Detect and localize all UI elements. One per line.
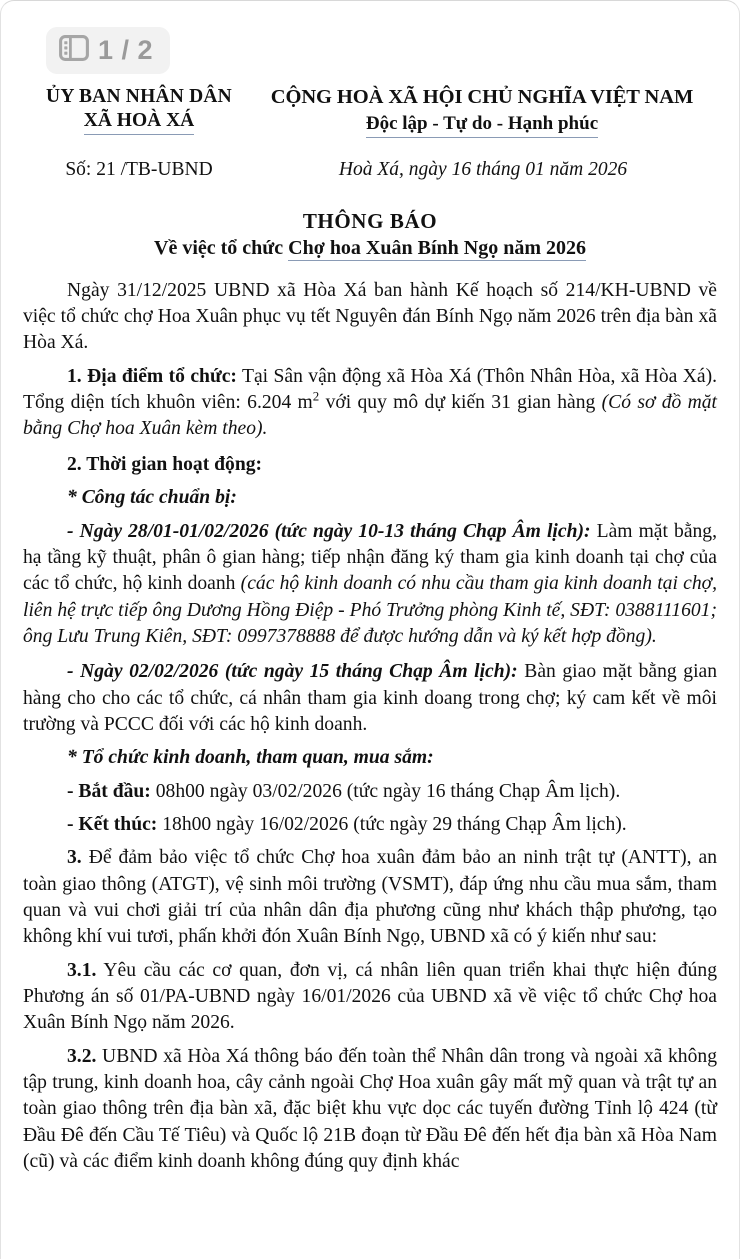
page-title: THÔNG BÁO — [302, 208, 438, 233]
prep-date-2-text: Bàn giao mặt bằng gian hàng cho cho các tổ chức, cá nhân tham gia kinh doang trong chợ; ký cam kết về môi trường và PCCC đối với các hộ kinh doanh. — [23, 661, 718, 735]
paragraph-intro — [23, 278, 717, 357]
paragraph-business-heading — [23, 745, 717, 771]
end-time-value: 18h00 ngày 16/02/2026 (tức ngày 29 tháng Chạp Âm lịch). — [157, 813, 627, 835]
section-1-text-a: Tại Sân vận động xã Hòa Xá (Thôn Nhân Hòa, xã Hòa Xá). Tổng diện tích khuôn viên: 6.204 m — [23, 365, 717, 414]
section-1-text-b: với quy mô dự kiến 31 gian hàng — [319, 392, 602, 414]
paragraph-end-time — [23, 812, 717, 838]
authority-line-1: ỦY BAN NHÂN DÂN — [46, 86, 232, 107]
end-time-label: - Kết thúc: — [67, 813, 158, 835]
paragraph-start-time — [23, 779, 717, 805]
start-time-label: - Bắt đầu: — [67, 780, 151, 802]
prep-date-2-label: - Ngày 02/02/2026 (tức ngày 15 tháng Chạp Âm lịch): — [67, 661, 518, 683]
document-number: Số: 21 /TB-UBND — [65, 158, 213, 180]
paragraph-section-3-1 — [23, 958, 717, 1037]
page-subtitle — [23, 237, 717, 260]
subtitle-prefix: Về việc tổ chức — [154, 236, 289, 259]
paragraph-prep-date-2 — [23, 659, 717, 738]
document-reference-row — [23, 159, 717, 181]
title-block — [23, 209, 717, 260]
document-body — [23, 278, 717, 1176]
section-1-heading: 1. Địa điểm tổ chức: — [67, 365, 237, 387]
section-3-number: 3. — [67, 847, 82, 869]
intro-text: Ngày 31/12/2025 UBND xã Hòa Xá ban hành Kế hoạch số 214/KH-UBND về việc tổ chức chợ Hoa Xuân phục vụ tết Nguyên đán Bính Ngọ năm 2026 trên địa bàn xã Hòa Xá. — [23, 279, 717, 354]
paragraph-prep-date-1 — [23, 519, 717, 651]
prep-date-1-label: - Ngày 28/01-01/02/2026 (tức ngày 10-13 tháng Chạp Âm lịch): — [67, 520, 591, 542]
section-3-text: Để đảm bảo việc tổ chức Chợ hoa xuân đảm bảo an ninh trật tự (ANTT), an toàn giao thông (ATGT), vệ sinh môi trường (VSMT), đáp ứng nhu cầu mua sắm, tham quan và vui chơi giải trí của nhân dân địa phương cũng như khách thập phương, tạo không khí vui tươi, phấn khởi đón Xuân Bính Ngọ, UBND xã có ý kiến như sau: — [23, 847, 717, 948]
panel-layout-icon — [59, 35, 89, 66]
prep-date-1-note: (các hộ kinh doanh có nhu cầu tham gia kinh doanh tại chợ, liên hệ trực tiếp ông Dương Hồng Điệp - Phó Trưởng phòng Kinh tế, SĐT: 0388111601; ông Lưu Trung Kiên, SĐT: 0997378888 để được hướng dẫn và ký kết hợp đồng). — [23, 573, 717, 647]
national-motto: Độc lập - Tự do - Hạnh phúc — [366, 112, 598, 138]
authority-line-2: XÃ HOÀ XÁ — [84, 109, 195, 135]
section-3-2-text: UBND xã Hòa Xá thông báo đến toàn thể Nhân dân trong và ngoài xã không tập trung, kinh doanh hoa, cây cảnh ngoài Chợ Hoa xuân gây mất mỹ quan và trật tự an toàn giao thông trên địa bàn xã, đặc biệt khu vực dọc các tuyến đường Tỉnh lộ 424 (từ Đầu Đê đến Cầu Tế Tiêu) và Quốc lộ 21B đoạn từ Đầu Đê đến hết địa bàn xã Hòa Nam (cũ) và các điểm kinh doanh không đúng quy định khác — [23, 1045, 717, 1173]
section-2-heading: 2. Thời gian hoạt động: — [67, 453, 263, 475]
page-indicator-label: 1 / 2 — [98, 35, 154, 65]
business-heading: * Tổ chức kinh doanh, tham quan, mua sắm: — [67, 747, 434, 769]
place-and-date: Hoà Xá, ngày 16 tháng 01 năm 2026 — [338, 158, 628, 180]
section-3-1-number: 3.1. — [67, 959, 97, 981]
start-time-value: 08h00 ngày 03/02/2026 (tức ngày 16 tháng Chạp Âm lịch). — [150, 780, 621, 802]
paragraph-section-2-heading — [23, 452, 717, 478]
page-indicator-badge[interactable] — [46, 27, 170, 74]
national-heading-block — [255, 85, 717, 138]
paragraph-prep-heading — [23, 485, 717, 511]
paragraph-section-3-2 — [23, 1044, 717, 1176]
section-1-note: (Có sơ đồ mặt bằng Chợ hoa Xuân kèm theo). — [23, 392, 717, 440]
section-1-superscript: 2 — [312, 388, 320, 404]
paragraph-section-3 — [23, 845, 717, 950]
prep-heading: * Công tác chuẩn bị: — [67, 487, 237, 509]
section-3-2-number: 3.2. — [67, 1045, 97, 1067]
subtitle-underlined: Chợ hoa Xuân Bính Ngọ năm 2026 — [288, 236, 586, 259]
national-title: CỘNG HOÀ XÃ HỘI CHỦ NGHĨA VIỆT NAM — [270, 86, 694, 108]
issuing-authority-block — [23, 85, 255, 135]
section-3-1-text: Yêu cầu các cơ quan, đơn vị, cá nhân liên quan triển khai thực hiện đúng Phương án số 01/PA-UBND ngày 16/01/2026 của UBND xã về việc tổ chức Chợ hoa Xuân Bính Ngọ năm 2026. — [23, 959, 717, 1034]
prep-date-1-text: Làm mặt bằng, hạ tầng kỹ thuật, phân ô gian hàng; tiếp nhận đăng ký tham gia kinh doanh tại chợ của các tổ chức, hộ kinh doanh — [23, 520, 718, 595]
paragraph-section-1 — [23, 364, 717, 443]
